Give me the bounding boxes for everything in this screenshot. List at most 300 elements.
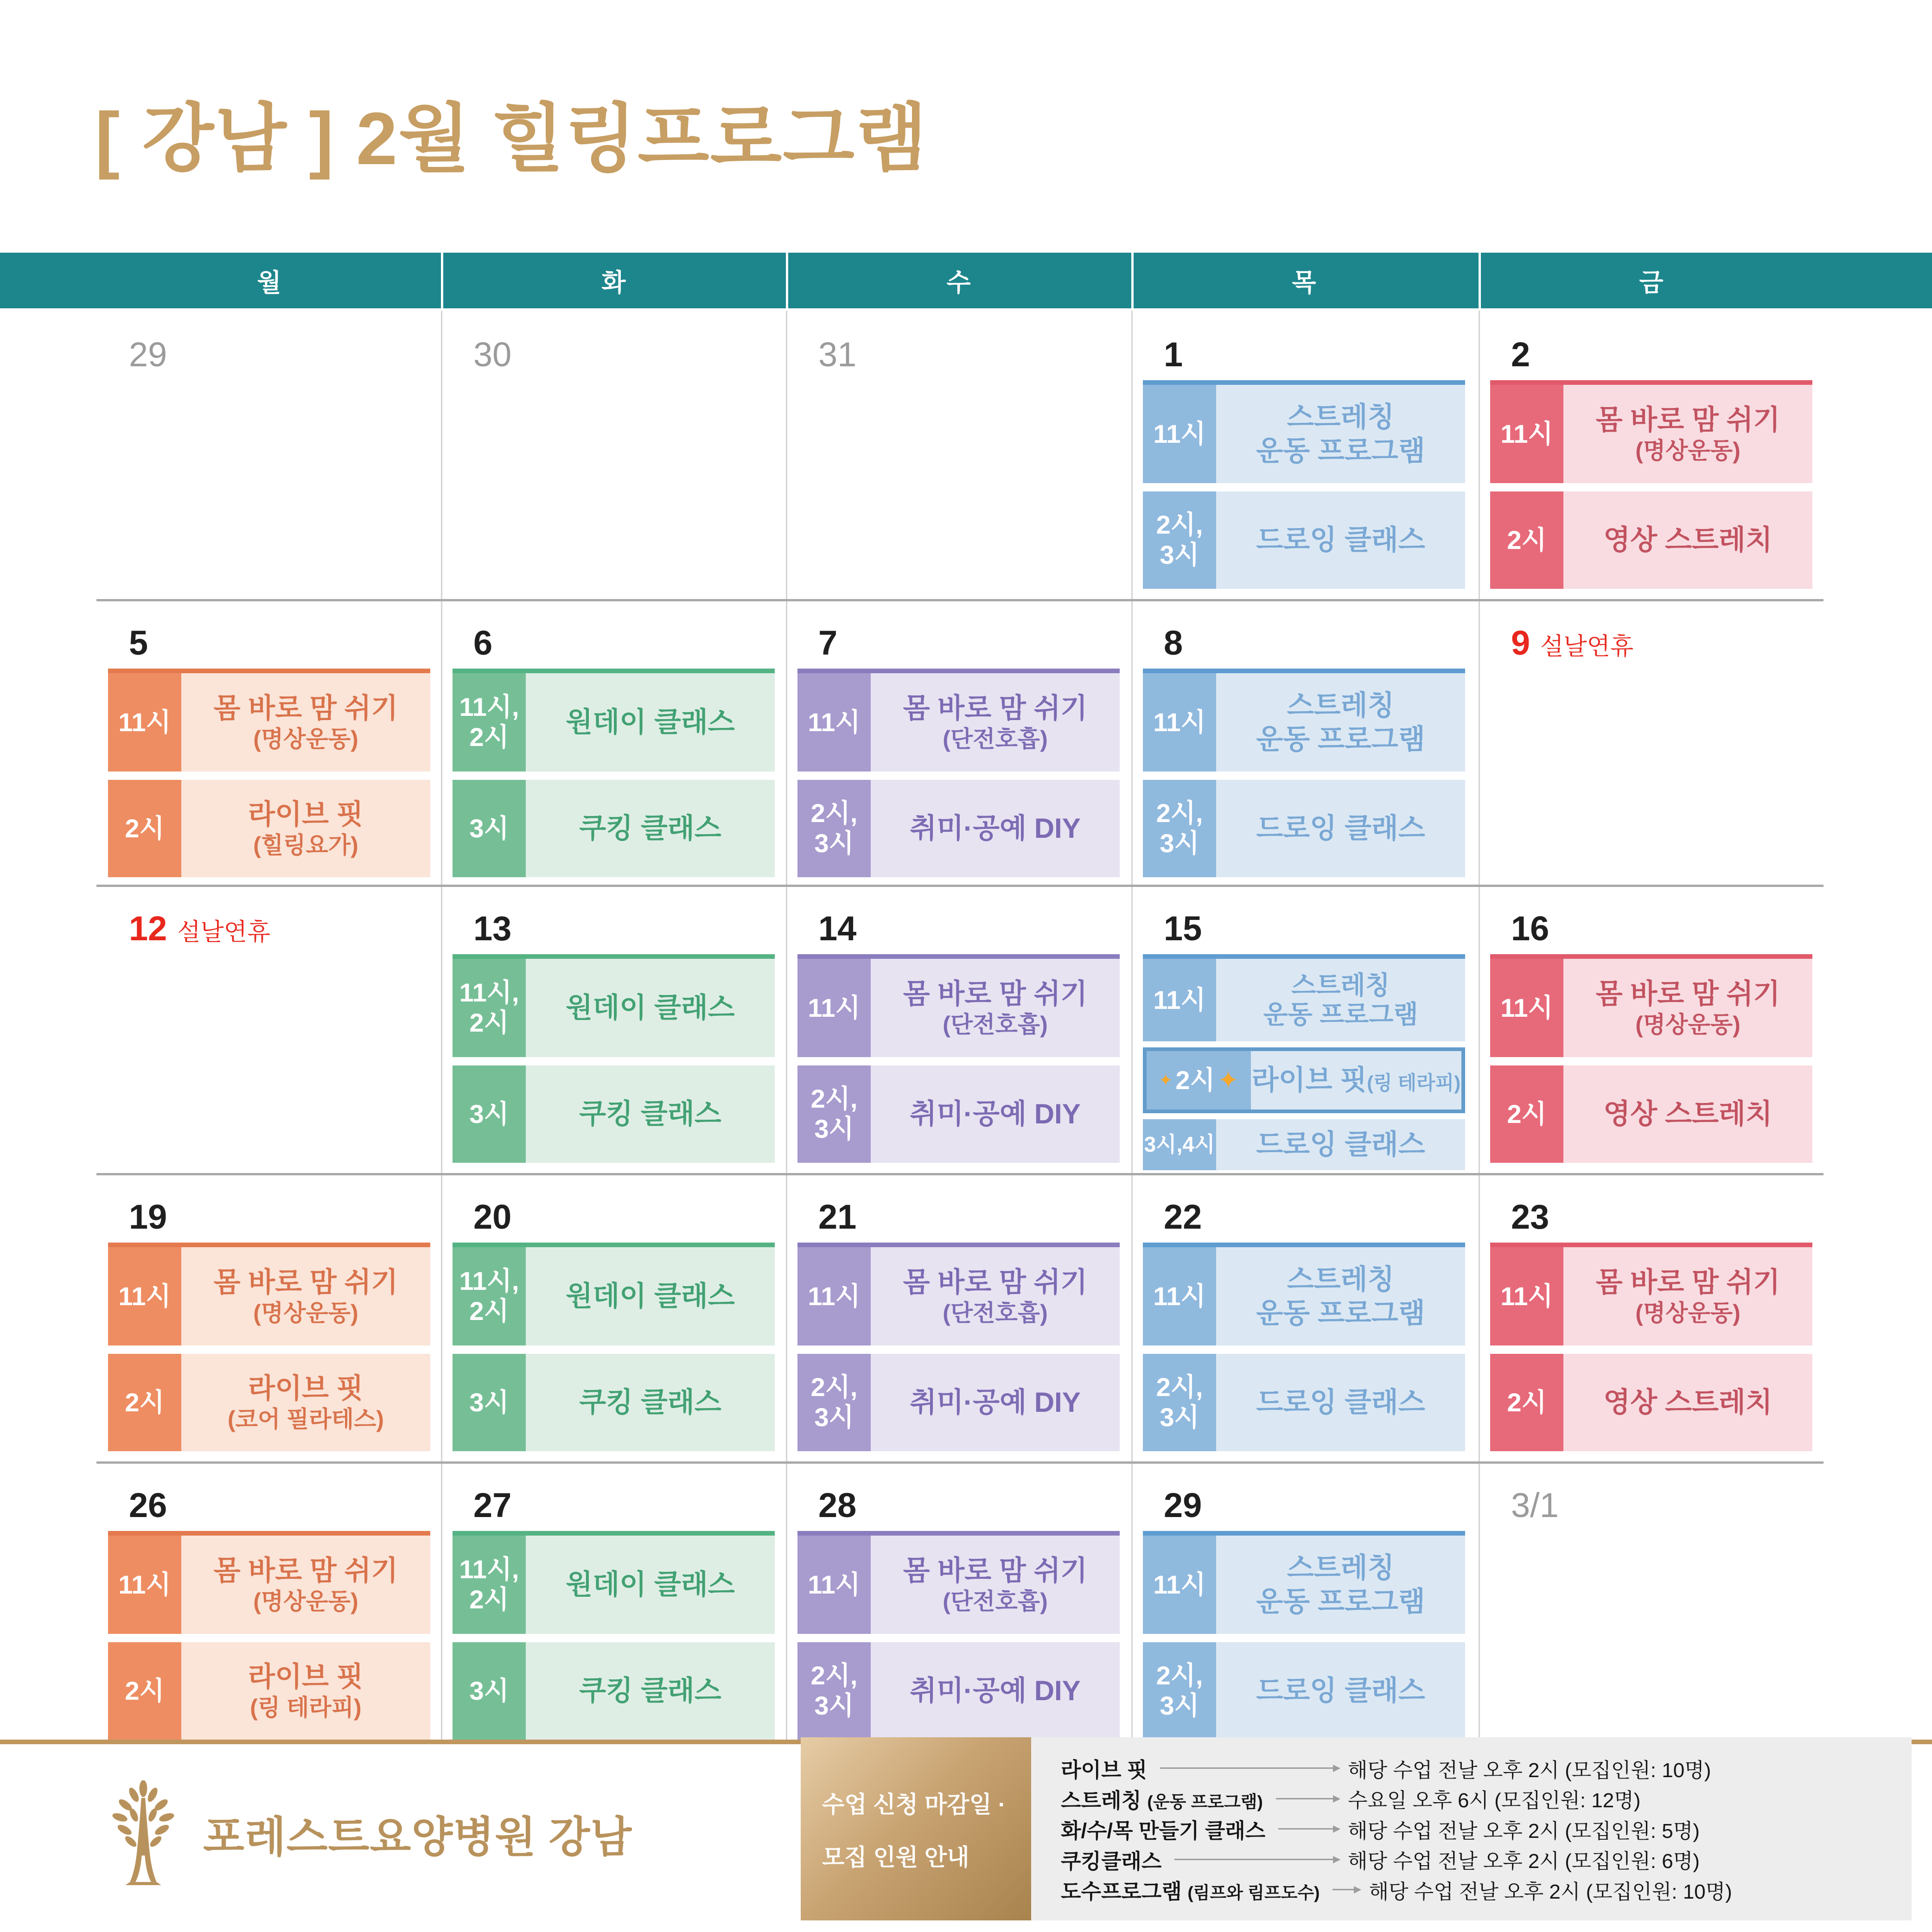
day-cell-15: [1131, 885, 1477, 1173]
event-time-line: 2시,: [1156, 510, 1203, 540]
event-time: [1143, 1354, 1216, 1451]
event-name-line: 몸 바로 맘 쉬기: [903, 1266, 1088, 1298]
event-name: [1216, 1119, 1465, 1170]
day-cell-3/1: [1479, 1461, 1824, 1742]
event-time-line: 2시: [1507, 525, 1547, 555]
event-name: [1216, 959, 1465, 1041]
event-time: [453, 1536, 526, 1634]
event-time: [797, 1536, 871, 1634]
event-list: [1143, 1243, 1465, 1451]
event-name-line: 원데이 클래스: [566, 1281, 735, 1312]
event-name: [871, 1354, 1120, 1451]
event-block: [453, 1354, 775, 1451]
event-block: [1143, 380, 1465, 483]
event-block: [108, 1354, 430, 1451]
event-block: [1143, 1354, 1465, 1451]
event-name: [181, 1354, 430, 1451]
day-number: 5: [129, 624, 148, 662]
event-time: [797, 673, 871, 772]
event-time-line: 2시,: [810, 1084, 858, 1114]
event-time-line: 3시: [814, 1691, 854, 1720]
weekday-label-wed: 수: [946, 268, 971, 297]
event-name: [526, 1642, 775, 1740]
event-list: [1490, 380, 1812, 589]
event-time: [1143, 1247, 1216, 1345]
day-cell-6: [441, 599, 786, 885]
event-time: [1143, 1536, 1216, 1634]
event-name-line: 운동 프로그램: [1256, 435, 1425, 466]
event-block: [1143, 669, 1465, 772]
event-time-line: 2시: [1507, 1099, 1547, 1129]
holiday-text: 설날연휴: [1540, 633, 1634, 660]
event-time-line: 3시: [1160, 829, 1199, 858]
event-name: [181, 1536, 430, 1634]
event-time: [797, 1247, 871, 1345]
event-block: [453, 1065, 775, 1163]
event-time: [108, 1536, 181, 1634]
event-time: [453, 1642, 526, 1740]
event-name: [526, 1354, 775, 1451]
event-name-line: 취미·공예 DIY: [910, 1675, 1081, 1707]
day-cell-5: [96, 599, 442, 885]
event-time-line: 2시,: [1156, 798, 1203, 828]
event-name-line: (명상운동): [253, 726, 358, 752]
event-name-line: (단전호흡): [943, 1012, 1048, 1038]
event-time: [1490, 385, 1563, 483]
event-name-line: 몸 바로 맘 쉬기: [903, 978, 1088, 1009]
event-name-line: (명상운동): [1635, 438, 1741, 464]
event-block: [108, 780, 430, 877]
event-name-line: 라이브 핏: [248, 798, 363, 830]
event-name: [1563, 491, 1812, 589]
event-time: [1143, 673, 1216, 772]
event-name-line: 몸 바로 맘 쉬기: [213, 1555, 398, 1586]
event-time: [108, 1642, 181, 1740]
event-time-line: 11시: [808, 1281, 861, 1311]
weekday-label-thu: 목: [1292, 268, 1316, 297]
day-cell-29: [96, 311, 442, 599]
day-number: 31: [818, 335, 857, 374]
event-time-line: 2시: [125, 1676, 165, 1705]
day-cell-12: [96, 885, 442, 1173]
event-block: [797, 1642, 1120, 1740]
event-name-line: 드로잉 클래스: [1256, 813, 1425, 844]
day-cell-23: [1479, 1173, 1824, 1461]
event-name-line: 몸 바로 맘 쉬기: [1595, 404, 1780, 435]
legend-connector-arrow: [1174, 1859, 1339, 1860]
event-name-line: 운동 프로그램: [1256, 724, 1425, 755]
event-time-line: 11시: [808, 1569, 861, 1599]
event-time: [453, 1065, 526, 1163]
event-name-line: 운동 프로그램: [1256, 1586, 1425, 1617]
event-time: [797, 780, 871, 877]
event-time: [453, 1354, 526, 1451]
event-block: [453, 1642, 775, 1740]
event-time: [1490, 959, 1563, 1057]
event-name-small: (링 테라피): [1367, 1072, 1461, 1094]
weekday-header-band: [0, 253, 1932, 308]
event-time-line: 3시,4시: [1144, 1132, 1215, 1157]
event-time: [1490, 491, 1563, 589]
event-block: [1143, 1531, 1465, 1634]
legend-title-line1: 수업 신청 마감일 ·: [822, 1791, 1006, 1817]
event-time: [1147, 1051, 1251, 1109]
event-name-line: 스트레칭: [1287, 401, 1395, 433]
legend-row: [1061, 1844, 1885, 1875]
event-name: [1563, 385, 1812, 483]
event-name: [1563, 1247, 1812, 1345]
event-block: [453, 780, 775, 877]
day-number: 15: [1164, 909, 1202, 948]
holiday-text: 설날연휴: [177, 919, 271, 946]
event-name: [1216, 780, 1465, 877]
event-name: [526, 959, 775, 1057]
event-block: [453, 954, 775, 1057]
event-name: [181, 1247, 430, 1345]
event-time-line: 3시: [469, 813, 509, 843]
event-list: [453, 1243, 775, 1451]
legend-row: [1061, 1784, 1885, 1814]
event-time: [453, 959, 526, 1057]
event-name-line: (명상운동): [1635, 1012, 1741, 1038]
event-name: [526, 1065, 775, 1163]
day-cell-9: [1479, 599, 1824, 885]
legend-label: 도수프로그램 (림프와 림프도수): [1061, 1880, 1320, 1903]
legend-label: 화/수/목 만들기 클래스: [1061, 1819, 1266, 1843]
event-name-line: (코어 필라테스): [228, 1406, 384, 1433]
day-number: 23: [1511, 1198, 1549, 1236]
legend-value: 해당 수업 전날 오후 2시 (모집인원: 10명): [1348, 1759, 1711, 1782]
event-name-line: 드로잉 클래스: [1256, 524, 1425, 556]
event-name: [871, 959, 1120, 1057]
event-time-line: 2시,: [810, 1661, 858, 1690]
legend-row: [1061, 1753, 1885, 1783]
event-list: [797, 1243, 1120, 1451]
event-block: [453, 1243, 775, 1345]
event-block: [1143, 1119, 1465, 1170]
event-list: [453, 954, 775, 1163]
legend-value: 수요일 오후 6시 (모집인원: 12명): [1348, 1789, 1641, 1812]
event-name-line: (단전호흡): [943, 726, 1048, 752]
event-time-line: 11시: [1153, 419, 1206, 448]
event-block: [108, 1243, 430, 1345]
day-cell-7: [786, 599, 1131, 885]
event-name-line: 스트레칭: [1291, 970, 1390, 1000]
event-name: [871, 673, 1120, 772]
hospital-logo: [104, 1780, 632, 1887]
event-list: [797, 1531, 1120, 1740]
legend-label-small: (운동 프로그램): [1147, 1792, 1263, 1811]
event-name-line: 취미·공예 DIY: [910, 1098, 1081, 1130]
day-number: 22: [1164, 1198, 1202, 1236]
event-name: [871, 1065, 1120, 1163]
day-number: 30: [473, 335, 512, 374]
event-time-line: 2시: [125, 813, 165, 843]
event-time-line: 3시: [1160, 1403, 1199, 1432]
event-block: [1490, 491, 1812, 589]
event-time-line: 2시: [469, 722, 509, 752]
event-time-line: 11시: [118, 707, 171, 737]
event-time: [108, 780, 181, 877]
event-block: [1143, 1047, 1465, 1113]
event-time-line: 2시: [469, 1585, 509, 1614]
event-time: [453, 1247, 526, 1345]
day-cell-14: [786, 885, 1131, 1173]
weekday-label-mon: 월: [257, 268, 281, 297]
event-block: [1490, 1065, 1812, 1163]
event-time-line: 2시,: [810, 798, 858, 828]
event-block: [1490, 1354, 1812, 1451]
event-time-text: 2시: [1175, 1065, 1215, 1095]
event-name-line: 라이브 핏: [248, 1372, 363, 1404]
event-time-line: 11시: [1500, 1281, 1553, 1311]
event-time: [797, 1065, 871, 1163]
day-cell-1: [1131, 311, 1477, 599]
day-number: 8: [1164, 624, 1183, 662]
event-block: [1143, 954, 1465, 1041]
event-list: [453, 1531, 775, 1740]
day-number: 13: [473, 909, 512, 948]
event-name: [526, 1536, 775, 1634]
event-list: [797, 669, 1120, 877]
event-name-line: 운동 프로그램: [1263, 1000, 1418, 1029]
day-cell-29: [1131, 1461, 1477, 1742]
legend-label: 쿠킹클래스: [1061, 1849, 1162, 1873]
legend-title-line2: 모집 인원 안내: [822, 1844, 969, 1870]
legend-connector-arrow: [1278, 1828, 1339, 1830]
event-list: [1490, 954, 1812, 1163]
legend-list: [1031, 1737, 1912, 1920]
event-list: [108, 1531, 430, 1740]
event-block: [797, 780, 1120, 877]
event-block: [453, 1531, 775, 1634]
day-cell-22: [1131, 1173, 1477, 1461]
event-time-line: 3시: [1160, 540, 1199, 569]
event-block: [108, 1642, 430, 1740]
holiday-label: [129, 909, 271, 948]
event-name-line: 쿠킹 클래스: [579, 1098, 721, 1130]
event-name-line: 취미·공예 DIY: [910, 1387, 1081, 1418]
event-block: [797, 954, 1120, 1057]
event-name-line: 영상 스트레치: [1603, 1387, 1773, 1418]
day-number: 20: [473, 1198, 512, 1236]
legend-label: 스트레칭 (운동 프로그램): [1061, 1788, 1263, 1812]
legend-row: [1061, 1814, 1885, 1844]
event-name-line: 취미·공예 DIY: [910, 813, 1081, 844]
event-block: [797, 1531, 1120, 1634]
event-name-line: 영상 스트레치: [1603, 524, 1773, 556]
day-number: 9: [1511, 624, 1530, 662]
event-name-line: 드로잉 클래스: [1256, 1387, 1425, 1418]
event-name-line: (링 테라피): [250, 1695, 362, 1721]
day-cell-16: [1479, 885, 1824, 1173]
day-cell-30: [441, 311, 786, 599]
event-time-line: 11시: [1153, 985, 1206, 1014]
event-time-line: 3시: [814, 1403, 854, 1432]
event-name-line: 몸 바로 맘 쉬기: [213, 1266, 398, 1298]
day-number: 12: [129, 909, 167, 948]
event-name-line: 몸 바로 맘 쉬기: [903, 1555, 1088, 1586]
event-name-line: 라이브 핏(링 테라피): [1251, 1065, 1461, 1096]
day-cell-27: [441, 1461, 786, 1742]
day-number: 26: [129, 1486, 167, 1524]
event-list: [1143, 380, 1465, 589]
event-time-line: 11시: [118, 1281, 171, 1311]
legend-row: [1061, 1875, 1885, 1905]
event-name: [1216, 673, 1465, 772]
event-name-line: (힐링요가): [253, 832, 358, 859]
legend-connector-arrow: [1333, 1889, 1360, 1890]
event-time: [453, 673, 526, 772]
event-name: [1216, 1536, 1465, 1634]
event-time: [1490, 1354, 1563, 1451]
event-time-line: 3시: [469, 1099, 509, 1129]
event-name-line: 몸 바로 맘 쉬기: [903, 692, 1088, 724]
event-time-line: 11시: [808, 993, 861, 1022]
day-number: 3/1: [1511, 1486, 1559, 1524]
event-name: [1216, 1642, 1465, 1740]
event-name: [1563, 959, 1812, 1057]
event-time-line: 3시: [814, 829, 854, 858]
day-number: 27: [473, 1486, 512, 1524]
legend-title-box: [801, 1737, 1031, 1920]
event-name-line: 드로잉 클래스: [1256, 1675, 1425, 1707]
event-list: [1143, 669, 1465, 877]
day-number: 19: [129, 1198, 167, 1236]
day-number: 7: [818, 624, 838, 662]
day-number: 1: [1164, 335, 1183, 374]
event-time: [1490, 1247, 1563, 1345]
day-cell-2: [1479, 311, 1824, 599]
event-time: [108, 1247, 181, 1345]
day-number: 29: [129, 335, 167, 374]
event-name-line: (명상운동): [253, 1588, 358, 1615]
day-cell-19: [96, 1173, 442, 1461]
event-name: [1563, 1065, 1812, 1163]
event-block: [797, 1243, 1120, 1345]
event-name-line: 쿠킹 클래스: [579, 1387, 721, 1418]
event-name: [1251, 1051, 1461, 1109]
event-name: [181, 780, 430, 877]
event-name-line: (단전호흡): [943, 1588, 1048, 1615]
day-number: 2: [1511, 335, 1530, 374]
hospital-name: 포레스트요양병원 강남: [203, 1814, 632, 1861]
event-block: [797, 669, 1120, 772]
event-name-line: 스트레칭: [1287, 1552, 1395, 1583]
event-time-line: 3시: [469, 1676, 509, 1705]
event-name-line: 쿠킹 클래스: [579, 813, 721, 844]
event-block: [1143, 491, 1465, 589]
event-name: [871, 1536, 1120, 1634]
event-time-line: 11시: [1153, 1281, 1206, 1311]
event-time-line: 11시,: [459, 692, 519, 722]
day-cell-31: [786, 311, 1131, 599]
weekday-label-fri: 금: [1639, 268, 1664, 297]
event-name: [1216, 385, 1465, 483]
event-time: [1143, 780, 1216, 877]
event-name: [871, 1247, 1120, 1345]
event-name: [526, 673, 775, 772]
event-name-line: 드로잉 클래스: [1256, 1129, 1425, 1160]
holiday-label: [1511, 626, 1633, 662]
event-time-line: 11시: [1153, 1569, 1206, 1599]
legend-value: 해당 수업 전날 오후 2시 (모집인원: 6명): [1348, 1850, 1700, 1873]
day-number: 29: [1164, 1486, 1202, 1524]
event-time: [1143, 1119, 1216, 1170]
legend-label-small: (림프와 림프도수): [1187, 1883, 1320, 1902]
legend-value: 해당 수업 전날 오후 2시 (모집인원: 5명): [1348, 1819, 1700, 1843]
sparkle-icon: ✦: [1159, 1071, 1173, 1090]
day-cell-26: [96, 1461, 442, 1742]
event-time-line: 11시: [1153, 707, 1206, 737]
event-block: [1490, 954, 1812, 1057]
day-number: 6: [473, 624, 493, 662]
event-name-line: 라이브 핏: [248, 1661, 363, 1692]
day-cell-8: [1131, 599, 1477, 885]
event-name-line: 몸 바로 맘 쉬기: [213, 692, 398, 724]
event-block: [797, 1354, 1120, 1451]
event-block: [797, 1065, 1120, 1163]
event-time-line: 2시: [469, 1008, 509, 1037]
event-time: [1143, 1642, 1216, 1740]
event-name: [526, 1247, 775, 1345]
event-time-line: 2시,: [810, 1372, 858, 1402]
event-name: [871, 1642, 1120, 1740]
event-time-line: 11시,: [459, 978, 519, 1007]
event-time: [453, 780, 526, 877]
day-cell-20: [441, 1173, 786, 1461]
event-name-line: 원데이 클래스: [566, 992, 735, 1024]
event-block: [1143, 780, 1465, 877]
event-time: [1143, 385, 1216, 483]
event-block: [108, 669, 430, 772]
event-block: [453, 669, 775, 772]
event-name: [181, 673, 430, 772]
event-name: [526, 780, 775, 877]
event-time-line: 2시,: [1156, 1372, 1203, 1402]
sparkle-icon: ✦: [1218, 1066, 1239, 1094]
event-time: [1143, 959, 1216, 1041]
event-list: [1143, 1531, 1465, 1740]
event-time-line: 11시,: [459, 1555, 519, 1584]
event-name: [1216, 1354, 1465, 1451]
event-list: [1490, 1243, 1812, 1451]
event-time: [108, 673, 181, 772]
day-cell-21: [786, 1173, 1131, 1461]
event-name-line: 스트레칭: [1287, 1263, 1395, 1295]
event-time-line: 11시: [1500, 419, 1553, 448]
event-name-line: 원데이 클래스: [566, 707, 735, 738]
event-time-line: 3시: [469, 1387, 509, 1417]
event-name: [1216, 1247, 1465, 1345]
event-list: [453, 669, 775, 877]
event-block: [108, 1531, 430, 1634]
day-number: 21: [818, 1198, 857, 1236]
event-name-line: 원데이 클래스: [566, 1569, 735, 1600]
event-name-line: 몸 바로 맘 쉬기: [1595, 978, 1780, 1009]
event-list: [797, 954, 1120, 1163]
event-name: [1563, 1354, 1812, 1451]
event-name-line: (명상운동): [253, 1300, 358, 1326]
legend-connector-arrow: [1276, 1798, 1339, 1799]
event-time-line: 3시: [814, 1114, 854, 1143]
event-name-line: 운동 프로그램: [1256, 1298, 1425, 1329]
event-time-line: 2시: [1507, 1387, 1547, 1417]
event-block: [1490, 1243, 1812, 1345]
event-list: [108, 669, 430, 877]
event-name-line: (명상운동): [1635, 1300, 1741, 1326]
tree-icon: [104, 1780, 182, 1887]
